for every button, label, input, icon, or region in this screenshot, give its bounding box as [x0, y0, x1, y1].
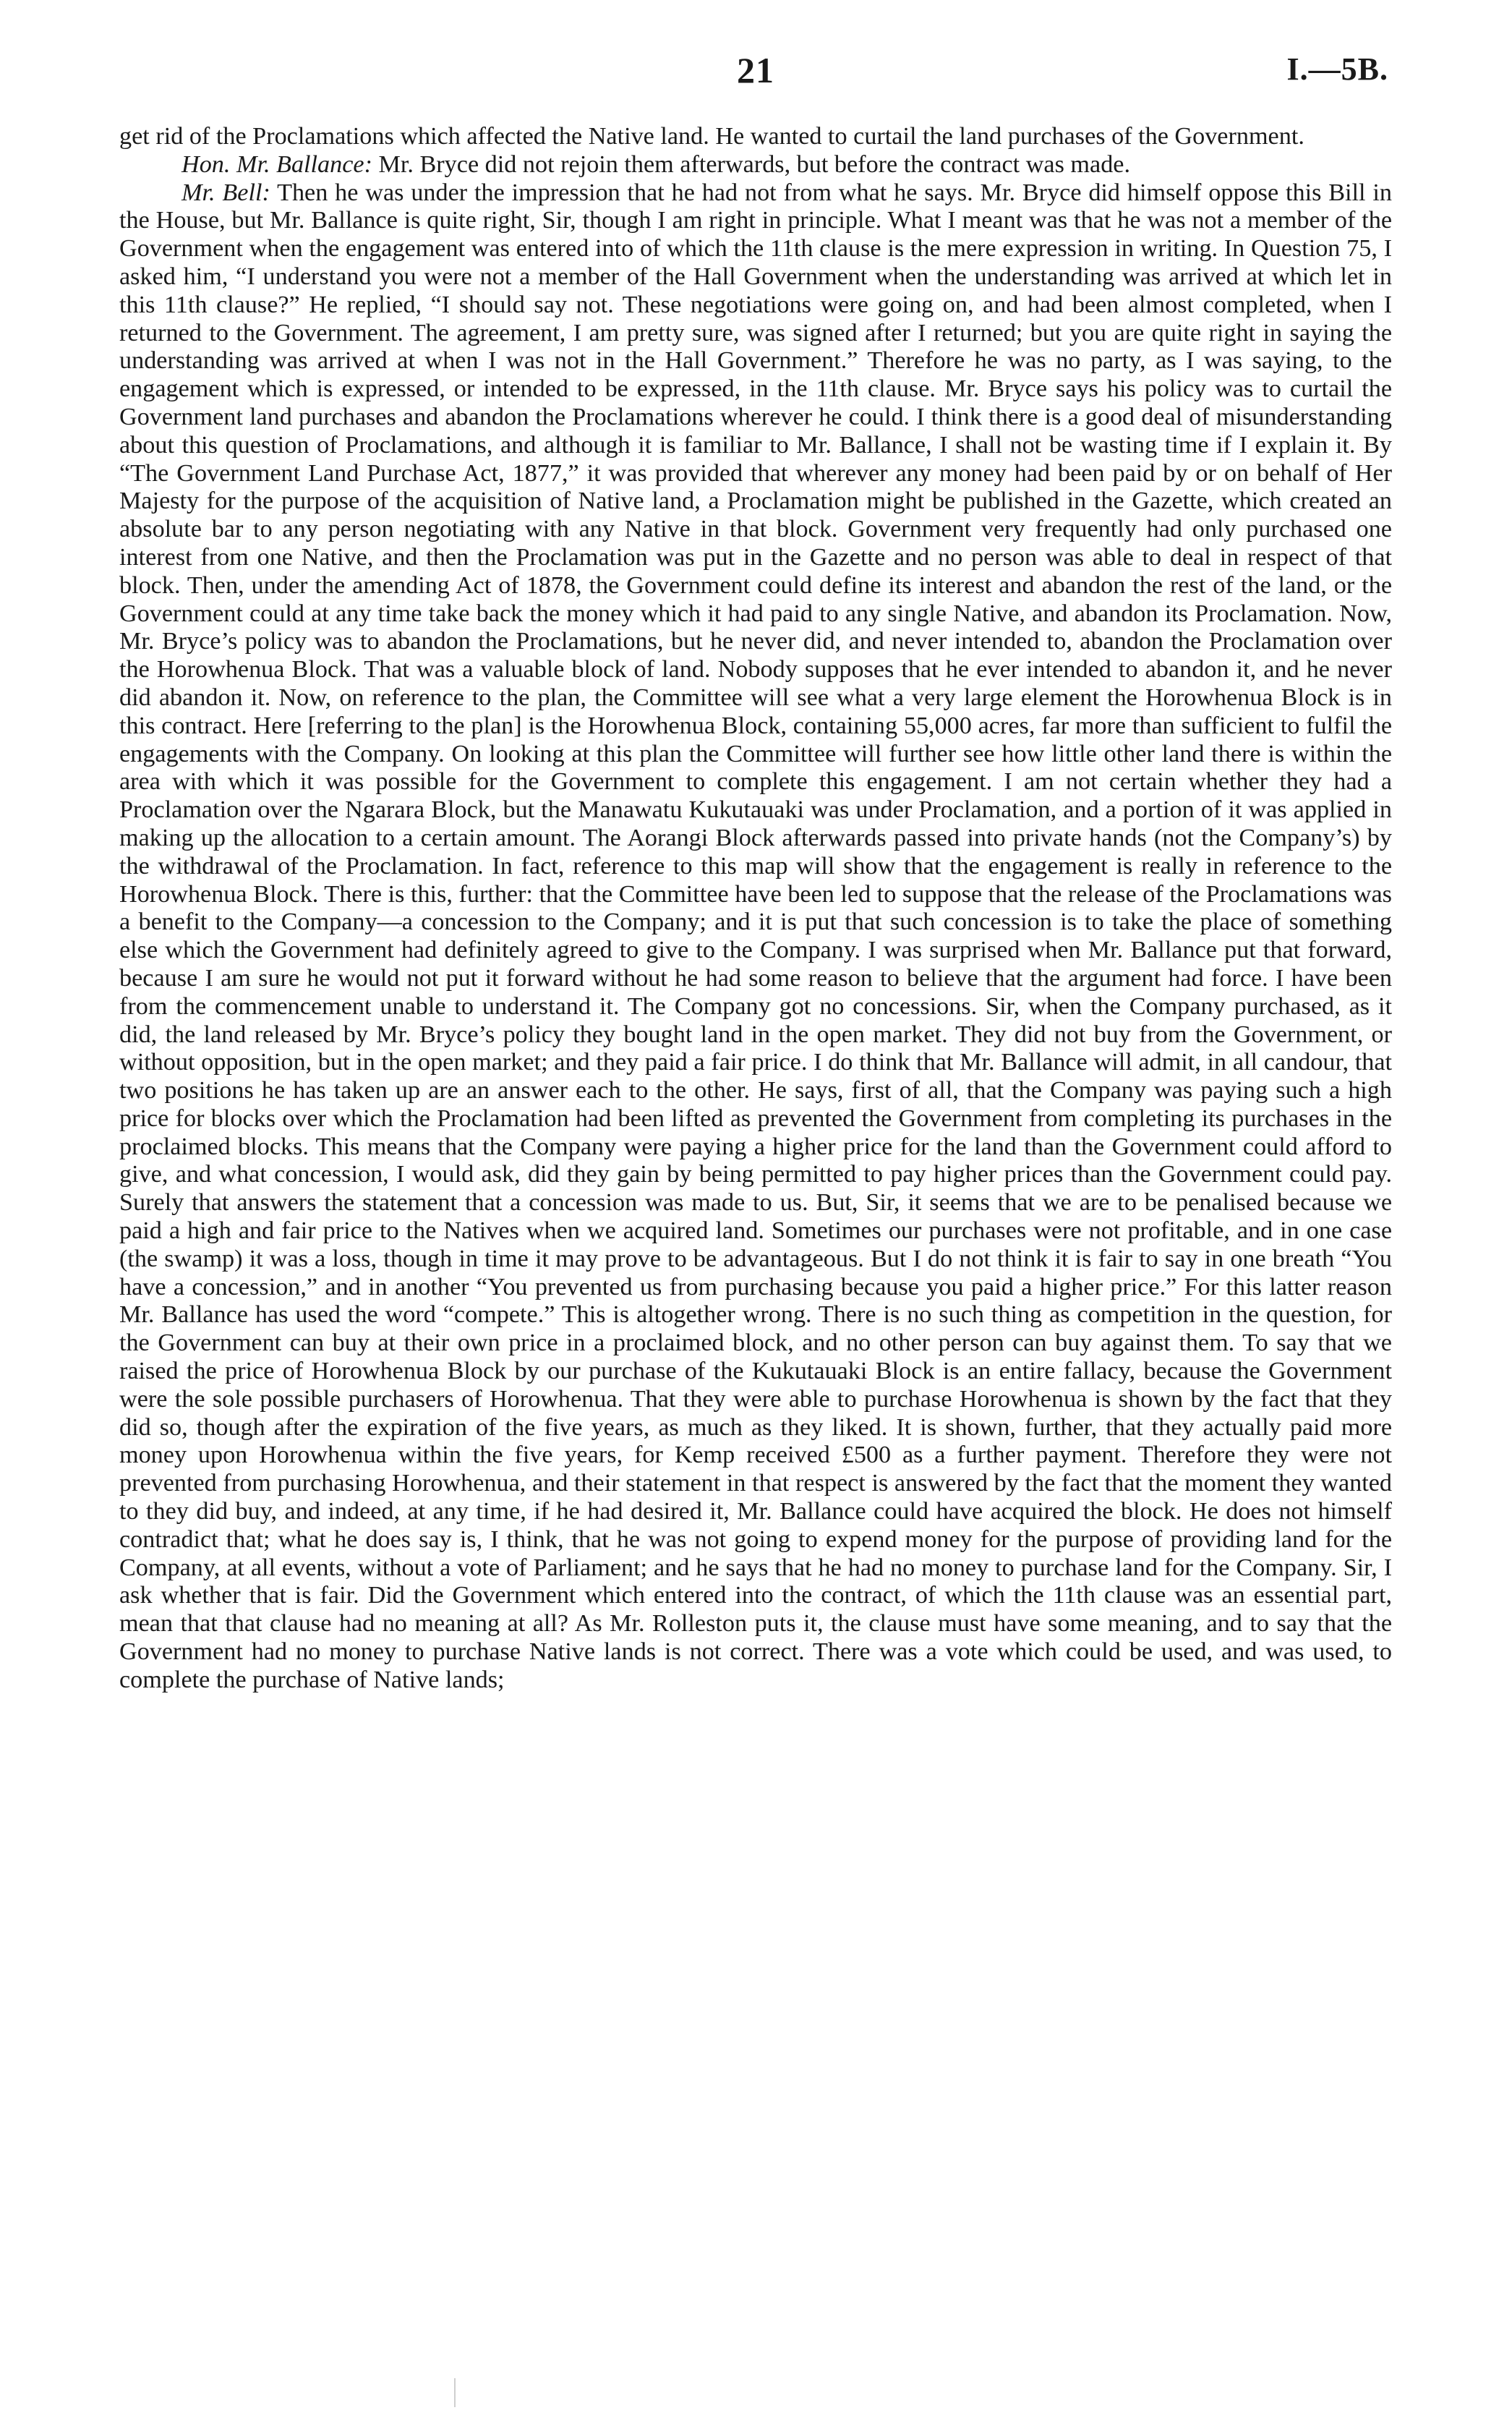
paragraph-text: Then he was under the impression that he had not from what he says. Mr. Bryce did himself oppose this Bill in the House, but Mr. Ballance is quite right, Sir, though I am right in principle. What I meant was that he was not a member of the Government when the engagement was entered into of which the 11th clause is the mere expression in writing. In Question 75, I asked him, “I understand you were not a member of the Hall Government when the understanding was arrived at which let in this 11th clause?” He replied, “I should say not. These negotiations were going on, and had been almost completed, when I returned to the Government. The agreement, I am pretty sure, was signed after I returned; but you are quite right in saying the understanding was arrived at when I was not in the Hall Government.” Therefore he was no party, as I was saying, to the engagement which is expressed, or intended to be expressed, in the 11th clause. Mr. Bryce says his policy was to curtail the Government land purchases and abandon the Proclamations wherever he could. I think there is a good deal of misunderstanding about this question of Proclamations, and although it is familiar to Mr. Ballance, I shall not be wasting time if I explain it. By “The Government Land Purchase Act, 1877,” it was provided that wherever any money had been paid by or on behalf of Her Majesty for the purpose of the acquisition of Native land, a Proclamation might be published in the Gazette, which created an absolute bar to any person negotiating with any Native in that block. Government very frequently had only purchased one interest from one Native, and then the Proclamation was put in the Gazette and no person was able to deal in respect of that block. Then, under the amending Act of 1878, the Government could define its interest and abandon the rest of the land, or the Government could at any time take back the money which it had paid to any single Native, and abandon its Proclamation. Now, Mr. Bryce’s policy was to abandon the Proclamations, but he never did, and never intended to, abandon the Proclamation over the Horowhenua Block. That was a valuable block of land. Nobody supposes that he ever intended to abandon it, and he never did abandon it. Now, on reference to the plan, the Committee will see what a very large element the Horowhenua Block is in this contract. Here [referring to the plan] is the Horowhenua Block, containing 55,000 acres, far more than sufficient to fulfil the engagements with the Company. On looking at this plan the Committee will further see how little other land there is within the area with which it was possible for the Government to complete this engagement. I am not certain whether they had a Proclamation over the Ngarara Block, but the Manawatu Kukutauaki was under Proclamation, and a portion of it was applied in making up the allocation to a certain amount. The Aorangi Block afterwards passed into private hands (not the Company’s) by the withdrawal of the Proclamation. In fact, reference to this map will show that the engagement is really in reference to the Horowhenua Block. There is this, further: that the Committee have been led to suppose that the release of the Proclamations was a benefit to the Company—a concession to the Company; and it is put that such concession is to take the place of something else which the Government had definitely agreed to give to the Company. I was surprised when Mr. Ballance put that forward, because I am sure he would not put it forward without he had some reason to believe that the argument had force. I have been from the commencement unable to understand it. The Company got no concessions. Sir, when the Company purchased, as it did, the land released by Mr. Bryce’s policy they bought land in the open market. They did not buy from the Government, or without opposition, but in the open market; and they paid a fair price. I do think that Mr. Ballance will admit, in all candour, that two positions he has taken up are an answer each to the other. He says, first of all, that the Company was paying such a high price for blocks over which the Proclamation had been lifted as prevented the Government from completing its purchases in the proclaimed blocks. This means that the Company were paying a higher price for the land than the Government could afford to give, and what concession, I would ask, did they gain by being permitted to pay higher prices than the Government could pay. Surely that answers the statement that a concession was made to us. But, Sir, it seems that we are to be penalised because we paid a high and fair price to the Natives when we acquired land. Sometimes our purchases were not profitable, and in one case (the swamp) it was a loss, though in time it may prove to be advantageous. But I do not think it is fair to say in one breath “You have a concession,” and in another “You prevented us from purchasing because you paid a higher price.” For this latter reason Mr. Ballance has used the word “compete.” This is altogether wrong. There is no such thing as competition in the question, for the Government can buy at their own price in a proclaimed block, and no other person can buy against them. To say that we raised the price of Horowhenua Block by our purchase of the Kukutauaki Block is an entire fallacy, because the Government were the sole possible purchasers of Horowhenua. That they were able to purchase Horowhenua is shown by the fact that they did so, though after the expiration of the five years, as much as they liked. It is shown, further, that they actually paid more money upon Horowhenua within the five years, for Kemp received £500 as a further payment. Therefore they were not prevented from purchasing Horowhenua, and their statement in that respect is answered by the fact that the moment they wanted to they did buy, and indeed, at any time, if he had desired it, Mr. Ballance could have acquired the block. He does not himself contradict that; what he does say is, I think, that he was not going to expend money for the purpose of providing land for the Company, at all events, without a vote of Parliament; and he says that he had no money to purchase land for the Company. Sir, I ask whether that is fair. Did the Government which entered into the contract, of which the 11th clause was an essential part, mean that that clause had no meaning at all? As Mr. Rolleston puts it, the clause must have some meaning, and to say that the Government had no money to purchase Native lands is not correct. There was a vote which could be used, and was used, to complete the purchase of Native lands;	[119, 179, 1392, 1693]
speaker-label: Mr. Bell:	[181, 179, 270, 206]
speaker-label: Hon. Mr. Ballance:	[181, 150, 372, 178]
paper-reference: I.—5B.	[1286, 51, 1388, 87]
paragraph-text: Mr. Bryce did not rejoin them afterwards, but before the contract was made.	[372, 150, 1131, 178]
paragraph-text: get rid of the Proclamations which affected the Native land. He wanted to curtail the land purchases of the Government.	[119, 123, 1304, 150]
page-number: 21	[737, 50, 774, 90]
scan-mark	[454, 2378, 456, 2407]
page-header	[123, 49, 1388, 100]
body-text	[119, 123, 1392, 1695]
paragraph-continuation	[119, 123, 1392, 151]
paragraph-ballance	[119, 151, 1392, 179]
paragraph-bell	[119, 179, 1392, 1695]
